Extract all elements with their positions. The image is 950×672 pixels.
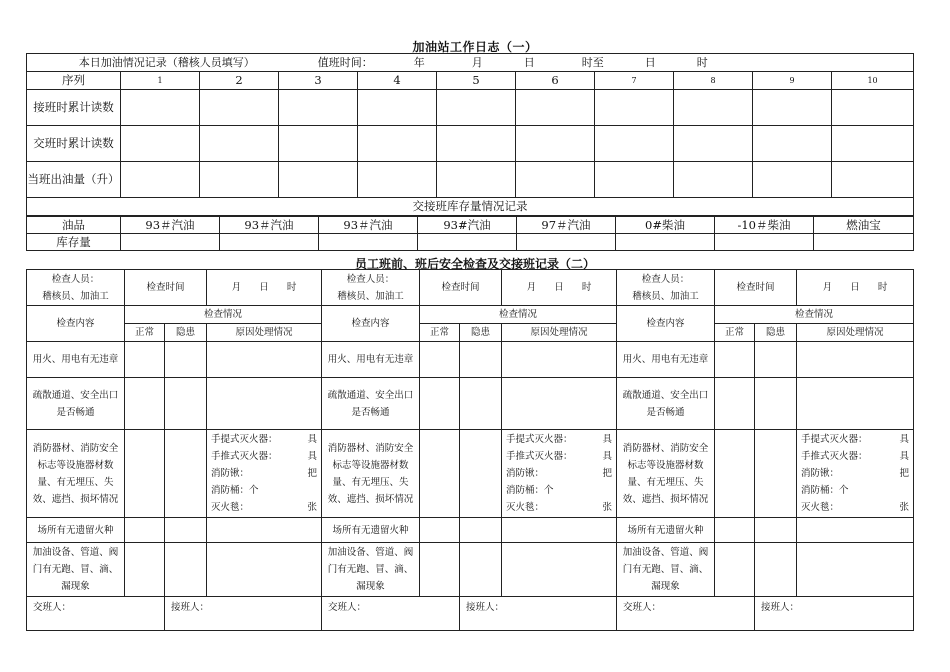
shift-time-year: 年 xyxy=(413,56,425,69)
start-reading-cell[interactable] xyxy=(121,90,200,126)
seq-6: 6 xyxy=(516,72,595,90)
shift-time-hour-end: 时 xyxy=(696,56,708,69)
shift-volume-cell[interactable] xyxy=(516,162,595,198)
seq-5: 5 xyxy=(437,72,516,90)
item-exit: 疏散通道、安全出口是否畅通 xyxy=(322,378,420,430)
normal-label: 正常 xyxy=(420,324,460,342)
end-reading-label: 交班时累计读数 xyxy=(27,126,121,162)
item-fire-source: 场所有无遗留火种 xyxy=(322,518,420,543)
end-reading-cell[interactable] xyxy=(595,126,674,162)
shift-volume-cell[interactable] xyxy=(832,162,914,198)
inspector-row xyxy=(27,270,914,306)
check-cell[interactable] xyxy=(755,342,797,378)
shift-time-day: 日 xyxy=(523,56,535,69)
normal-label: 正常 xyxy=(125,324,165,342)
content-label-1: 检查内容 xyxy=(27,306,125,342)
check-cell[interactable] xyxy=(502,518,617,543)
item-leak: 加油设备、管道、阀门有无跑、冒、滴、漏现象 xyxy=(322,543,420,597)
item-equipment: 消防器材、消防安全标志等设施器材数量、有无埋压、失效、遮挡、损坏情况 xyxy=(322,430,420,518)
check-cell[interactable] xyxy=(207,342,322,378)
stock-cell[interactable] xyxy=(121,234,220,251)
shift-time-label: 值班时间： xyxy=(317,56,373,69)
seq-10: 10 xyxy=(832,72,914,90)
check-cell[interactable] xyxy=(165,342,207,378)
stock-cell[interactable] xyxy=(616,234,715,251)
check-cell[interactable] xyxy=(715,342,755,378)
product-5: 97＃汽油 xyxy=(517,217,616,234)
item-equipment: 消防器材、消防安全标志等设施器材数量、有无埋压、失效、遮挡、损坏情况 xyxy=(617,430,715,518)
check-cell[interactable] xyxy=(460,543,502,597)
check-cell[interactable] xyxy=(125,518,165,543)
end-reading-cell[interactable] xyxy=(437,126,516,162)
check-cell[interactable] xyxy=(755,543,797,597)
product-6: 0#柴油 xyxy=(616,217,715,234)
check-cell[interactable] xyxy=(460,430,502,518)
seq-7: 7 xyxy=(595,72,674,90)
start-reading-cell[interactable] xyxy=(200,90,279,126)
end-reading-cell[interactable] xyxy=(753,126,832,162)
stock-cell[interactable] xyxy=(814,234,914,251)
handover-cell-1[interactable]: 交班人： xyxy=(27,597,165,631)
receiver-cell-2[interactable]: 接班人： xyxy=(460,597,617,631)
daily-record-title: 本日加油情况记录（稽核人员填写） xyxy=(78,56,255,69)
product-2: 93＃汽油 xyxy=(220,217,319,234)
check-cell[interactable] xyxy=(420,543,460,597)
handover-cell-2[interactable]: 交班人： xyxy=(322,597,460,631)
sequence-row xyxy=(27,72,914,90)
stock-cell[interactable] xyxy=(715,234,814,251)
check-cell[interactable] xyxy=(715,430,755,518)
check-cell[interactable] xyxy=(797,378,914,430)
hazard-label: 隐患 xyxy=(460,324,502,342)
stock-cell[interactable] xyxy=(517,234,616,251)
check-cell[interactable] xyxy=(502,342,617,378)
daily-record-header xyxy=(27,54,914,72)
status-label-2: 检查情况 xyxy=(420,306,617,324)
handover-cell-3[interactable]: 交班人： xyxy=(617,597,755,631)
end-reading-cell[interactable] xyxy=(121,126,200,162)
receiver-cell-1[interactable]: 接班人： xyxy=(165,597,322,631)
start-reading-cell[interactable] xyxy=(832,90,914,126)
shift-volume-cell[interactable] xyxy=(121,162,200,198)
shift-volume-cell[interactable] xyxy=(674,162,753,198)
end-reading-cell[interactable] xyxy=(200,126,279,162)
check-cell[interactable] xyxy=(165,543,207,597)
start-reading-cell[interactable] xyxy=(674,90,753,126)
product-8: 燃油宝 xyxy=(814,217,914,234)
product-row xyxy=(27,217,914,234)
start-reading-cell[interactable] xyxy=(279,90,358,126)
check-cell[interactable] xyxy=(797,518,914,543)
product-label: 油品 xyxy=(27,217,121,234)
shift-volume-cell[interactable] xyxy=(200,162,279,198)
check-cell[interactable] xyxy=(755,378,797,430)
shift-volume-cell[interactable] xyxy=(753,162,832,198)
check-cell[interactable] xyxy=(715,543,755,597)
seq-1: 1 xyxy=(121,72,200,90)
check-cell[interactable] xyxy=(755,518,797,543)
check-cell[interactable] xyxy=(420,430,460,518)
check-cell[interactable] xyxy=(460,342,502,378)
stock-row xyxy=(27,234,914,251)
check-cell[interactable] xyxy=(715,518,755,543)
reason-label: 原因处理情况 xyxy=(797,324,914,342)
check-cell[interactable] xyxy=(502,378,617,430)
table-row xyxy=(27,378,914,430)
stock-cell[interactable] xyxy=(220,234,319,251)
start-reading-cell[interactable] xyxy=(753,90,832,126)
check-cell[interactable] xyxy=(797,342,914,378)
shift-time-hour-to: 时至 xyxy=(581,56,604,69)
log-title-1: 加油站工作日志（一） xyxy=(412,40,538,54)
check-cell[interactable] xyxy=(165,430,207,518)
check-date-3[interactable]: 月 日 时 xyxy=(797,270,914,306)
check-cell[interactable] xyxy=(165,518,207,543)
end-reading-cell[interactable] xyxy=(674,126,753,162)
inspector-cell-2: 检查人员： 稽核员、加油工 xyxy=(322,270,420,306)
check-date-1[interactable]: 月 日 时 xyxy=(207,270,322,306)
check-cell[interactable] xyxy=(755,430,797,518)
end-reading-cell[interactable] xyxy=(832,126,914,162)
check-cell[interactable] xyxy=(420,342,460,378)
safety-check-table xyxy=(26,269,914,631)
check-time-label-3: 检查时间 xyxy=(715,270,797,306)
start-reading-cell[interactable] xyxy=(358,90,437,126)
status-label-1: 检查情况 xyxy=(125,306,322,324)
table-row xyxy=(27,543,914,597)
product-7: -10＃柴油 xyxy=(715,217,814,234)
item-fire-power: 用火、用电有无违章 xyxy=(27,342,125,378)
item-fire-source: 场所有无遗留火种 xyxy=(27,518,125,543)
inspector-cell-3: 检查人员： 稽核员、加油工 xyxy=(617,270,715,306)
status-label-3: 检查情况 xyxy=(715,306,914,324)
item-leak: 加油设备、管道、阀门有无跑、冒、滴、漏现象 xyxy=(617,543,715,597)
extinguisher-list-1[interactable]: 手提式灭火器： 具 手推式灭火器： 具 消防锹： 把 消防桶：个 灭火毯： 张 xyxy=(207,430,322,518)
table-row xyxy=(27,126,914,162)
stock-cell[interactable] xyxy=(319,234,418,251)
product-1: 93＃汽油 xyxy=(121,217,220,234)
check-cell[interactable] xyxy=(207,543,322,597)
extinguisher-list-3[interactable]: 手提式灭火器： 具 手推式灭火器： 具 消防锹： 把 消防桶：个 灭火毯： 张 xyxy=(797,430,914,518)
check-cell[interactable] xyxy=(460,378,502,430)
shift-volume-label: 当班出油量（升） xyxy=(27,162,121,198)
product-3: 93＃汽油 xyxy=(319,217,418,234)
start-reading-cell[interactable] xyxy=(516,90,595,126)
start-reading-label: 接班时累计读数 xyxy=(27,90,121,126)
item-fire-power: 用火、用电有无违章 xyxy=(617,342,715,378)
end-reading-cell[interactable] xyxy=(279,126,358,162)
signature-row xyxy=(27,597,914,631)
seq-9: 9 xyxy=(753,72,832,90)
content-label-2: 检查内容 xyxy=(322,306,420,342)
table-row xyxy=(27,518,914,543)
receiver-cell-3[interactable]: 接班人： xyxy=(755,597,914,631)
item-exit: 疏散通道、安全出口是否畅通 xyxy=(27,378,125,430)
extinguisher-list-2[interactable]: 手提式灭火器： 具 手推式灭火器： 具 消防锹： 把 消防桶：个 灭火毯： 张 xyxy=(502,430,617,518)
seq-4: 4 xyxy=(358,72,437,90)
stock-cell[interactable] xyxy=(418,234,517,251)
reason-label: 原因处理情况 xyxy=(207,324,322,342)
check-time-label-1: 检查时间 xyxy=(125,270,207,306)
hazard-label: 隐患 xyxy=(165,324,207,342)
shift-time-day-end: 日 xyxy=(644,56,656,69)
check-cell[interactable] xyxy=(207,518,322,543)
check-cell[interactable] xyxy=(207,378,322,430)
fuel-log-table xyxy=(26,53,914,216)
shift-volume-cell[interactable] xyxy=(358,162,437,198)
product-4: 93#汽油 xyxy=(418,217,517,234)
inspector-cell-1: 检查人员： 稽核员、加油工 xyxy=(27,270,125,306)
table-row xyxy=(27,90,914,126)
log-title-2: 员工班前、班后安全检查及交接班记录（二） xyxy=(354,257,595,271)
check-date-2[interactable]: 月 日 时 xyxy=(502,270,617,306)
shift-time-month: 月 xyxy=(471,56,483,69)
table-row xyxy=(27,430,914,518)
check-cell[interactable] xyxy=(420,378,460,430)
check-cell[interactable] xyxy=(125,378,165,430)
stock-label: 库存量 xyxy=(27,234,121,251)
content-label-3: 检查内容 xyxy=(617,306,715,342)
check-cell[interactable] xyxy=(460,518,502,543)
check-cell[interactable] xyxy=(125,430,165,518)
normal-label: 正常 xyxy=(715,324,755,342)
check-cell[interactable] xyxy=(165,378,207,430)
check-cell[interactable] xyxy=(420,518,460,543)
check-time-label-2: 检查时间 xyxy=(420,270,502,306)
seq-2: 2 xyxy=(200,72,279,90)
reason-label: 原因处理情况 xyxy=(502,324,617,342)
table-row xyxy=(27,342,914,378)
start-reading-cell[interactable] xyxy=(437,90,516,126)
shift-volume-cell[interactable] xyxy=(279,162,358,198)
end-reading-cell[interactable] xyxy=(358,126,437,162)
item-leak: 加油设备、管道、阀门有无跑、冒、滴、漏现象 xyxy=(27,543,125,597)
seq-3: 3 xyxy=(279,72,358,90)
check-cell[interactable] xyxy=(502,543,617,597)
inventory-header: 交接班库存量情况记录 xyxy=(27,198,914,216)
hazard-label: 隐患 xyxy=(755,324,797,342)
item-exit: 疏散通道、安全出口是否畅通 xyxy=(617,378,715,430)
inventory-table xyxy=(26,216,914,251)
start-reading-cell[interactable] xyxy=(595,90,674,126)
shift-volume-cell[interactable] xyxy=(437,162,516,198)
check-cell[interactable] xyxy=(125,543,165,597)
end-reading-cell[interactable] xyxy=(516,126,595,162)
seq-8: 8 xyxy=(674,72,753,90)
table-row xyxy=(27,162,914,198)
item-fire-power: 用火、用电有无违章 xyxy=(322,342,420,378)
shift-volume-cell[interactable] xyxy=(595,162,674,198)
item-fire-source: 场所有无遗留火种 xyxy=(617,518,715,543)
check-cell[interactable] xyxy=(797,543,914,597)
item-equipment: 消防器材、消防安全标志等设施器材数量、有无埋压、失效、遮挡、损坏情况 xyxy=(27,430,125,518)
check-cell[interactable] xyxy=(125,342,165,378)
sequence-label: 序列 xyxy=(27,72,121,90)
check-cell[interactable] xyxy=(715,378,755,430)
